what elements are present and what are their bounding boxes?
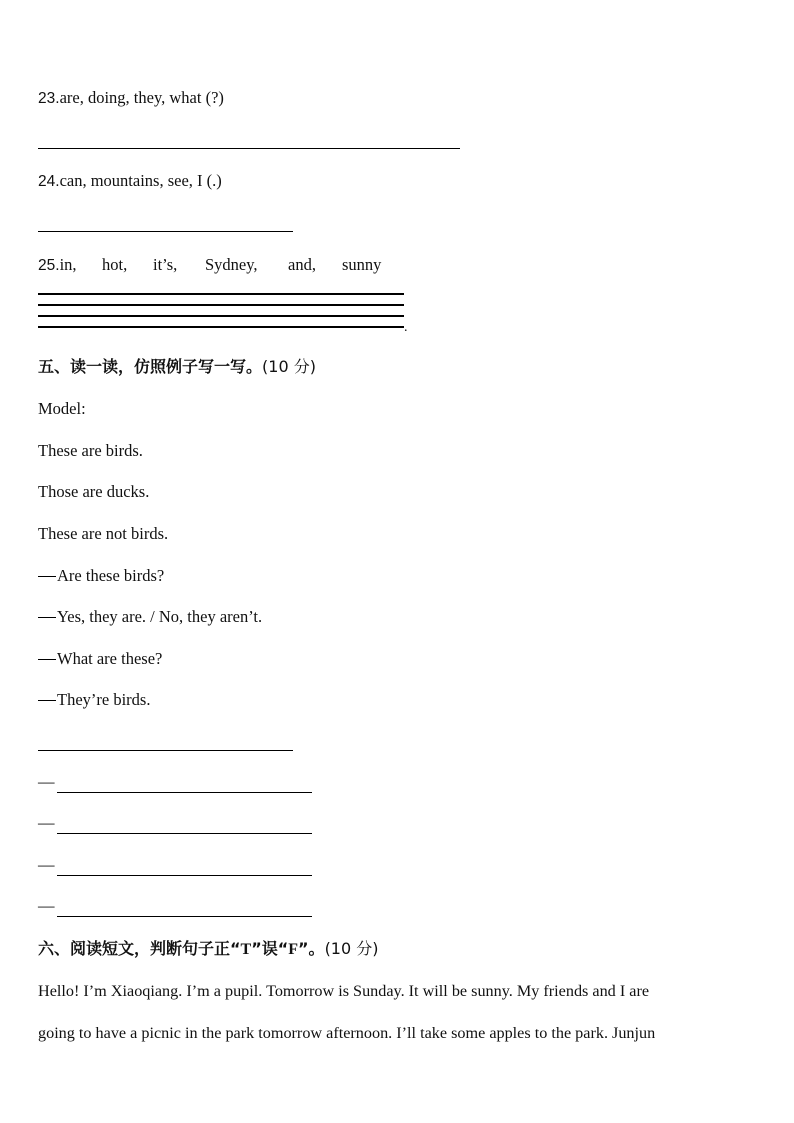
section-6-mid: 误 [261,939,278,958]
question-number: 23. [38,90,60,107]
quote-open: “ [277,939,289,958]
word-2: hot, [102,255,128,274]
section-6-points: (10 分) [324,939,379,958]
model-line-5: Yes, they are. / No, they aren’t. [57,607,263,626]
true-mark: T [240,941,252,958]
question-24 [38,171,222,192]
answer-line-25c[interactable] [38,315,404,317]
quote-open: “ [230,939,241,958]
question-words: are, doing, they, what (?) [59,88,224,107]
false-mark: F [288,941,299,958]
answer-line-25b[interactable] [38,304,404,306]
section-5-title: 五、读一读，仿照例子写一写。 [38,357,263,376]
model-line-1: These are birds. [38,441,143,460]
paragraph-line-2: going to have a picnic in the park tomorrow afternoon. I’ll take some apples to the park. Junjun [38,1024,656,1042]
model-line-2: Those are ducks. [38,482,150,501]
answer-line-25d[interactable] [38,326,404,328]
dialogue-dash-icon [38,700,56,701]
dialogue-dash-icon [38,576,56,577]
answer-dash-4: — [38,896,55,915]
word-5: and, [288,255,316,274]
question-23 [38,88,224,109]
section-6-end: 。 [308,939,325,958]
answer-dash-2: — [38,813,55,832]
word-4: Sydney, [205,255,258,274]
word-6: sunny [342,255,382,274]
section-5-heading [38,357,316,377]
model-label: Model: [38,399,86,418]
model-line-7: They’re birds. [57,690,151,709]
model-line-3: These are not birds. [38,524,169,543]
answer-line-dialogue-4[interactable] [57,916,312,917]
word-3: it’s, [153,255,178,274]
section-6-title: 六、阅读短文，判断句子正 [38,939,231,958]
dialogue-dash-icon [38,659,56,660]
section-5-points: (10 分) [262,357,316,376]
question-25 [38,255,77,276]
section-6-heading [38,939,379,960]
model-line-6: What are these? [57,649,163,668]
quote-close: ” [298,939,309,958]
answer-dash-3: — [38,855,55,874]
answer-line-24[interactable] [38,231,293,232]
paragraph-line-1: Hello! I’m Xiaoqiang. I’m a pupil. Tomorrow is Sunday. It will be sunny. My friends and I are [38,982,650,1000]
q25-period: . [404,320,408,335]
question-words: can, mountains, see, I (.) [59,171,222,190]
answer-line-dialogue-3[interactable] [57,875,312,876]
question-number: 24. [38,173,60,190]
dialogue-dash-icon [38,617,56,618]
answer-line-23[interactable] [38,148,460,149]
answer-dash-1: — [38,772,55,791]
answer-line-dialogue-1[interactable] [57,792,312,793]
answer-line-statement[interactable] [38,750,293,751]
quote-close: ” [251,939,262,958]
word-1: in, [59,255,77,274]
answer-line-dialogue-2[interactable] [57,833,312,834]
model-line-4: Are these birds? [57,566,165,585]
question-number: 25. [38,257,60,274]
answer-line-25a[interactable] [38,293,404,295]
